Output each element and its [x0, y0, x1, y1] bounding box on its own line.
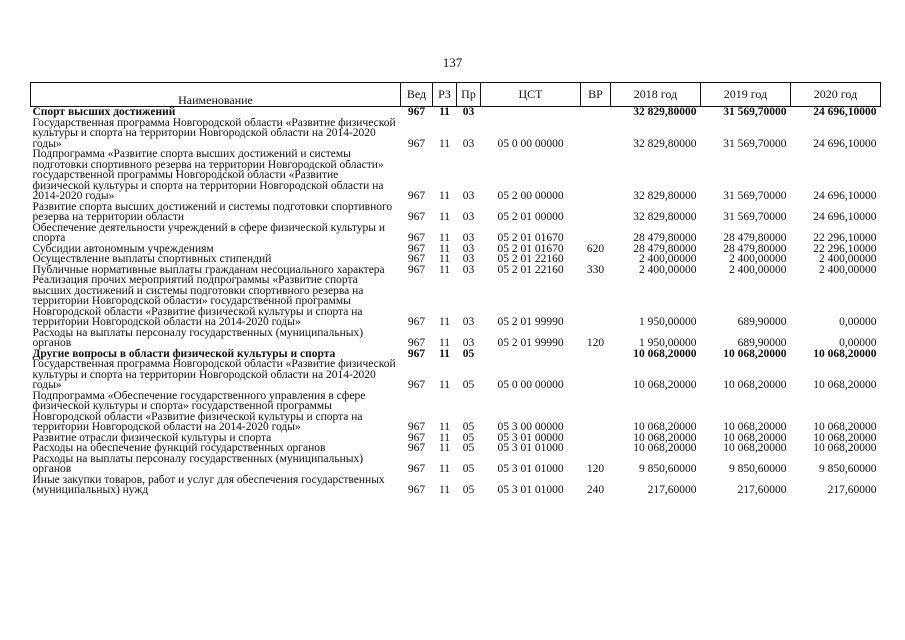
table-row	[31, 391, 881, 433]
row-cst: 05 3 01 01000	[497, 484, 564, 496]
row-2019: 28 479,80000	[723, 232, 787, 244]
row-rz: 11	[438, 431, 451, 444]
row-2020: 2 400,00000	[819, 253, 877, 265]
row-name: Реализация прочих мероприятий подпрограммы «Развитие спорта высших достижений и системы подготовки спортивного резерва на территории Новгородской области» государственной программы Новгородской области «Развитие физической культуры и спорта на территории Новгородской области на 2014-2020 годы»	[32, 274, 364, 328]
row-2018: 32 829,80000	[633, 106, 697, 118]
row-2020: 0,00000	[839, 337, 877, 349]
row-2019: 31 569,70000	[723, 106, 787, 118]
row-2020: 10 068,20000	[813, 347, 877, 360]
row-name: Расходы на выплаты персоналу государственных (муниципальных) органов	[32, 452, 364, 475]
row-rz: 11	[438, 463, 451, 475]
row-vr: 620	[586, 242, 605, 255]
row-pr: 05	[462, 431, 475, 444]
row-name: Государственная программа Новгородской области «Развитие физической культуры и спорта на территории Новгородской области на 2014-2020 годы»	[32, 358, 396, 391]
header-2019: 2019 год	[701, 83, 791, 107]
row-ved: 967	[407, 106, 426, 118]
row-vr	[581, 359, 611, 391]
row-ved: 967	[407, 463, 426, 475]
row-ved: 967	[407, 379, 426, 391]
table-row	[31, 275, 881, 328]
row-2018: 10 068,20000	[633, 379, 697, 391]
row-2018: 32 829,80000	[633, 137, 697, 150]
row-2020: 22 296,10000	[813, 232, 877, 244]
row-2020: 10 068,20000	[813, 421, 877, 433]
header-pr: Пр	[457, 83, 481, 107]
row-2019: 31 569,70000	[723, 137, 787, 150]
row-pr: 03	[462, 253, 475, 265]
row-2019: 10 068,20000	[723, 379, 787, 391]
row-2020: 24 696,10000	[813, 190, 877, 202]
row-ved: 967	[407, 484, 426, 496]
row-cst	[481, 107, 581, 118]
row-pr: 03	[462, 242, 475, 255]
row-cst: 05 2 01 01670	[497, 232, 564, 244]
row-cst: 05 3 01 00000	[497, 431, 564, 444]
row-vr	[581, 275, 611, 328]
row-vr	[581, 391, 611, 433]
row-vr	[581, 107, 611, 118]
row-cst: 05 2 01 99990	[497, 337, 564, 349]
row-2020: 217,60000	[827, 484, 877, 496]
row-pr: 03	[462, 106, 475, 118]
row-name: Иные закупки товаров, работ и услуг для обеспечения государственных (муниципальных) нужд	[32, 473, 385, 496]
row-cst: 05 2 01 01670	[497, 242, 564, 255]
row-pr: 03	[462, 190, 475, 202]
row-2020: 24 696,10000	[813, 137, 877, 150]
row-pr: 05	[462, 442, 475, 454]
row-2019: 10 068,20000	[723, 347, 787, 360]
row-pr: 05	[462, 463, 475, 475]
row-2020: 22 296,10000	[813, 242, 877, 255]
row-ved: 967	[407, 421, 426, 433]
row-name: Расходы на выплаты персоналу государственных (муниципальных) органов	[32, 326, 364, 349]
row-2018: 1 950,00000	[639, 337, 697, 349]
row-name: Подпрограмма «Обеспечение государственного управления в сфере физической культуры и спорта» государственной программы Новгородской области «Развитие физической культуры и спорта на территории Новгородской области на 2014-2020 годы»	[32, 389, 366, 433]
table-row	[31, 107, 881, 118]
row-vr: 330	[586, 263, 605, 276]
row-2019: 689,90000	[737, 316, 787, 328]
row-pr: 03	[462, 232, 475, 244]
row-cst: 05 2 01 22160	[497, 263, 564, 276]
row-2018: 28 479,80000	[633, 242, 697, 255]
budget-table	[30, 82, 881, 496]
row-cst: 05 3 00 00000	[497, 421, 564, 433]
row-name: Обеспечение деятельности учреждений в сфере физической культуры и спорта	[32, 221, 386, 244]
row-cst: 05 3 01 01000	[497, 463, 564, 475]
row-ved: 967	[407, 137, 426, 150]
row-rz: 11	[439, 106, 450, 118]
row-name: Осуществление выплаты спортивных стипендий	[32, 253, 272, 265]
row-pr: 05	[462, 347, 475, 360]
table-row	[31, 328, 881, 349]
table-row	[31, 359, 881, 391]
row-rz: 11	[438, 190, 451, 202]
table-row	[31, 254, 881, 265]
row-rz: 11	[438, 337, 451, 349]
row-name: Государственная программа Новгородской области «Развитие физической культуры и спорта на территории Новгородской области на 2014-2020 годы»	[32, 116, 396, 150]
row-ved: 967	[407, 242, 426, 255]
page-number: 137	[442, 55, 463, 70]
row-pr: 03	[462, 337, 475, 349]
row-2020: 9 850,60000	[819, 463, 877, 475]
row-vr	[581, 433, 611, 444]
row-2019: 689,90000	[737, 337, 787, 349]
row-pr: 05	[462, 484, 475, 496]
row-rz: 11	[438, 253, 451, 265]
row-name: Развитие отрасли физической культуры и спорта	[32, 431, 272, 444]
row-pr: 03	[462, 316, 475, 328]
header-rz: РЗ	[433, 83, 457, 107]
row-name: Субсидии автономным учреждениям	[32, 242, 214, 255]
row-ved: 967	[407, 442, 426, 454]
row-pr: 05	[462, 421, 475, 433]
row-pr: 03	[462, 263, 475, 276]
row-2018: 2 400,00000	[639, 263, 697, 276]
row-2018: 9 850,60000	[639, 463, 697, 475]
table-row	[31, 475, 881, 496]
row-vr: 120	[586, 337, 605, 349]
row-rz: 11	[438, 442, 451, 454]
row-vr	[581, 202, 611, 223]
row-rz: 11	[438, 263, 451, 276]
row-2018: 32 829,80000	[633, 211, 697, 223]
row-2019: 28 479,80000	[723, 242, 787, 255]
row-cst: 05 0 00 00000	[497, 137, 564, 150]
row-2019: 10 068,20000	[723, 421, 787, 433]
row-2020: 24 696,10000	[813, 211, 877, 223]
row-ved: 967	[407, 347, 426, 360]
row-cst: 05 2 00 00000	[497, 190, 564, 202]
row-vr	[581, 118, 611, 150]
row-name: Развитие спорта высших достижений и системы подготовки спортивного резерва на территории области	[32, 200, 393, 223]
row-pr: 03	[462, 211, 475, 223]
row-2020: 2 400,00000	[819, 263, 877, 276]
row-rz: 11	[439, 347, 450, 360]
row-vr	[581, 349, 611, 360]
row-2018: 10 068,20000	[633, 431, 697, 444]
row-2019: 10 068,20000	[723, 442, 787, 454]
row-name: Публичные нормативные выплаты гражданам несоциального характера	[32, 263, 385, 276]
header-name: Наименование	[31, 83, 401, 107]
row-2018: 10 068,20000	[633, 442, 697, 454]
row-2018: 28 479,80000	[633, 232, 697, 244]
row-2020: 10 068,20000	[813, 431, 877, 444]
row-2020: 24 696,10000	[813, 106, 877, 118]
row-pr: 05	[462, 379, 475, 391]
row-2020: 10 068,20000	[813, 379, 877, 391]
row-name: Расходы на обеспечение функций государственных органов	[32, 442, 326, 454]
table-row	[31, 202, 881, 223]
row-vr: 120	[586, 463, 605, 475]
header-cst: ЦСТ	[481, 83, 581, 107]
row-ved: 967	[407, 253, 426, 265]
row-2020: 10 068,20000	[813, 442, 877, 454]
row-pr: 03	[462, 137, 475, 150]
row-rz: 11	[438, 484, 451, 496]
row-rz: 11	[438, 137, 451, 150]
header-vr: ВР	[581, 83, 611, 107]
row-2019: 10 068,20000	[723, 431, 787, 444]
row-vr	[581, 149, 611, 202]
row-vr	[581, 443, 611, 454]
row-cst: 05 2 01 99990	[497, 316, 564, 328]
row-ved: 967	[407, 263, 426, 276]
row-name: Другие вопросы в области физической культуры и спорта	[32, 347, 336, 360]
row-2019: 2 400,00000	[729, 253, 787, 265]
row-2019: 2 400,00000	[729, 263, 787, 276]
row-rz: 11	[438, 421, 451, 433]
row-2019: 31 569,70000	[723, 211, 787, 223]
row-ved: 967	[407, 337, 426, 349]
row-vr	[581, 223, 611, 244]
table-row	[31, 118, 881, 150]
header-2018: 2018 год	[611, 83, 701, 107]
row-vr	[581, 254, 611, 265]
row-cst: 05 2 01 22160	[497, 253, 564, 265]
row-cst: 05 2 01 00000	[497, 211, 564, 223]
row-rz: 11	[438, 379, 451, 391]
row-ved: 967	[407, 211, 426, 223]
row-2019: 9 850,60000	[729, 463, 787, 475]
row-2018: 217,60000	[647, 484, 697, 496]
row-2018: 10 068,20000	[633, 421, 697, 433]
table-row	[31, 454, 881, 475]
row-ved: 967	[407, 431, 426, 444]
row-ved: 967	[407, 232, 426, 244]
header-ved: Вед	[401, 83, 433, 107]
row-2018: 1 950,00000	[639, 316, 697, 328]
table-row	[31, 149, 881, 202]
row-2018: 2 400,00000	[639, 253, 697, 265]
row-2019: 31 569,70000	[723, 190, 787, 202]
row-vr: 240	[586, 484, 605, 496]
row-rz: 11	[438, 211, 451, 223]
header-2020: 2020 год	[791, 83, 881, 107]
row-name: Спорт высших достижений	[32, 106, 176, 118]
table-row	[31, 223, 881, 244]
row-2018: 10 068,20000	[633, 347, 697, 360]
row-name: Подпрограмма «Развитие спорта высших достижений и системы подготовки спортивного резерва на территории Новгородской области» государственной программы Новгородской области «Развитие физической культуры и спорта на территории Новгородской области на 2014-2020 годы»	[32, 148, 384, 202]
row-2018: 32 829,80000	[633, 190, 697, 202]
row-cst: 05 0 00 00000	[497, 379, 564, 391]
row-ved: 967	[407, 190, 426, 202]
row-2020: 0,00000	[839, 316, 877, 328]
row-rz: 11	[438, 242, 451, 255]
header-row	[31, 83, 881, 107]
row-cst: 05 3 01 01000	[497, 442, 564, 454]
row-2019: 217,60000	[737, 484, 787, 496]
table-row	[31, 443, 881, 454]
row-rz: 11	[438, 316, 451, 328]
row-ved: 967	[407, 316, 426, 328]
row-cst	[481, 349, 581, 360]
row-rz: 11	[438, 232, 451, 244]
